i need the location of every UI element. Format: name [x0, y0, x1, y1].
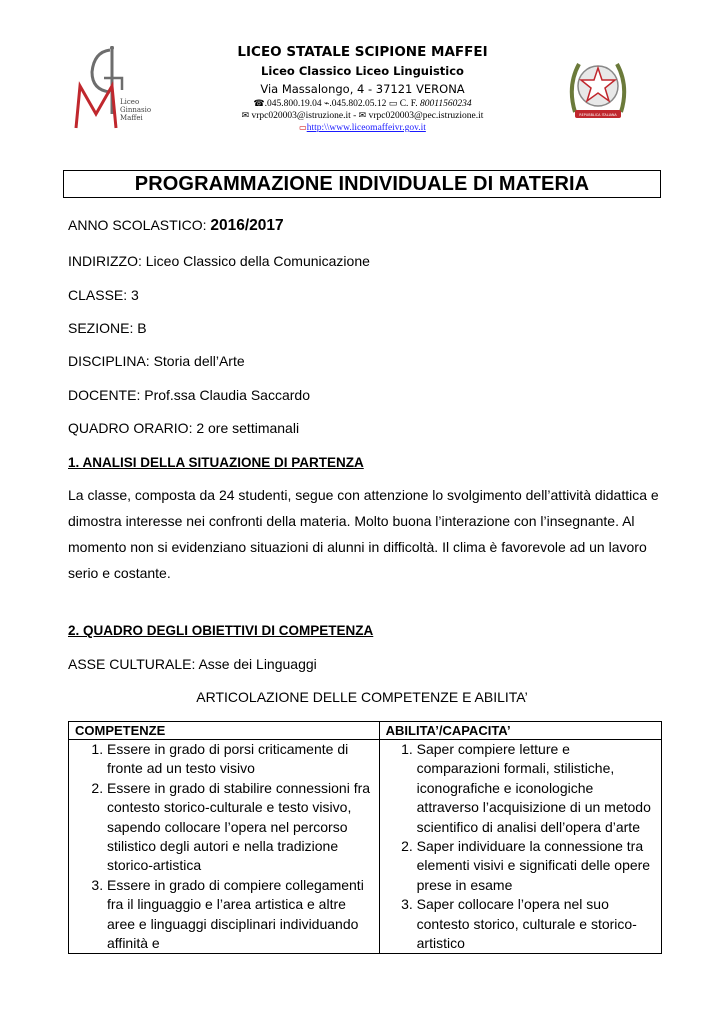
document-title-box [63, 170, 661, 198]
cf-label: C. F. [399, 99, 418, 109]
list-item: 2. Saper individuare la connessione tra elementi visivi e significati delle opere prese in esame [417, 837, 657, 895]
school-header [200, 42, 525, 134]
sezione: SEZIONE: B [68, 320, 147, 336]
mail-icon: ✉ [241, 111, 250, 121]
quadro-orario: QUADRO ORARIO: 2 ore settimanali [68, 420, 300, 436]
contact-web-line [200, 122, 525, 134]
mail-icon-2: ✉ [358, 111, 367, 121]
logo-text-maffei: Maffei [120, 114, 143, 122]
indirizzo: INDIRIZZO: Liceo Classico della Comunicazione [68, 253, 370, 269]
list-item: 1. Saper compiere letture e comparazioni formali, stilistiche, iconografiche e iconologiche attraverso l’acquisizione di un metodo scientifico di analisi dell’opera d’arte [417, 740, 657, 837]
email-pec[interactable]: vrpc020003@pec.istruzione.it [368, 111, 484, 121]
email-istruzione[interactable]: vrpc020003@istruzione.it [251, 111, 351, 121]
cf-value: 80011560234 [420, 99, 472, 109]
anno-scolastico [68, 216, 284, 235]
disciplina: DISCIPLINA: Storia dell’Arte [68, 353, 245, 369]
docente: DOCENTE: Prof.ssa Claudia Saccardo [68, 387, 310, 403]
contact-phone-line [200, 98, 525, 110]
articolazione-heading: ARTICOLAZIONE DELLE COMPETENZE E ABILITA’ [196, 689, 528, 705]
section-2-heading: 2. QUADRO DEGLI OBIETTIVI DI COMPETENZA [68, 623, 374, 638]
abilita-list [380, 740, 661, 953]
logo-text-ginnasio: Ginnasio [120, 106, 152, 114]
school-type: Liceo Classico Liceo Linguistico [261, 64, 464, 78]
table-header-row [69, 722, 662, 740]
list-item: 3. Saper collocare l’opera nel suo contesto storico, culturale e storico-artistico [417, 895, 657, 953]
italian-republic-emblem [565, 52, 631, 124]
logo-text-liceo: Liceo [120, 98, 140, 106]
list-item: 1. Essere in grado di porsi criticamente di fronte ad un testo visivo [107, 740, 375, 779]
asse-culturale: ASSE CULTURALE: Asse dei Linguaggi [68, 656, 317, 672]
column-header-abilita: ABILITA’/CAPACITA’ [379, 722, 661, 740]
phone-number: .045.800.19.04 [264, 99, 322, 109]
phone-icon: ☎ [253, 99, 265, 109]
competenze-cell [69, 740, 380, 954]
anno-value: 2016/2017 [210, 217, 284, 234]
column-header-competenze: COMPETENZE [69, 722, 380, 740]
document-icon: ▭ [388, 99, 398, 109]
contact-email-line [200, 110, 525, 122]
email-separator: - [350, 111, 359, 121]
section-1-heading: 1. ANALISI DELLA SITUAZIONE DI PARTENZA [68, 455, 364, 470]
website-link[interactable]: http:\\www.liceomaffeivr.gov.it [306, 123, 426, 133]
table-row [69, 740, 662, 954]
web-icon: ▭ [299, 123, 307, 132]
list-item: 2. Essere in grado di stabilire connessioni fra contesto storico-culturale e testo visivo, sapendo collocare l’opera nel percorso stilistico degli autori e nella tradizione storico-artistica [107, 779, 375, 876]
school-address: Via Massalongo, 4 - 37121 VERONA [260, 82, 465, 96]
classe: CLASSE: 3 [68, 287, 139, 303]
abilita-cell [379, 740, 661, 954]
fax-icon: ⌁ [324, 99, 330, 109]
fax-number: .045.802.05.12 [329, 99, 387, 109]
anno-label: ANNO SCOLASTICO: [68, 217, 211, 233]
competenze-table [68, 721, 662, 954]
section-1-text: La classe, composta da 24 studenti, segue con attenzione lo svolgimento dell’attività didattica e dimostra interesse nei confronti della materia. Molto buona l’interazione con l’insegnante. Al momento non si evidenziano situazioni di alunni in difficoltà. Il clima è favorevole ad un lavoro serio e costante. [68, 487, 659, 581]
competenze-list [69, 740, 379, 953]
list-item: 3. Essere in grado di compiere collegamenti fra il linguaggio e l’area artistica e altre aree e linguaggi disciplinari individuando affinità e [107, 876, 375, 954]
liceo-maffei-logo [66, 44, 166, 132]
emblem-ribbon-text: REPUBBLICA ITALIANA [579, 113, 617, 117]
document-title: PROGRAMMAZIONE INDIVIDUALE DI MATERIA [134, 173, 590, 195]
school-name: LICEO STATALE SCIPIONE MAFFEI [237, 44, 488, 60]
